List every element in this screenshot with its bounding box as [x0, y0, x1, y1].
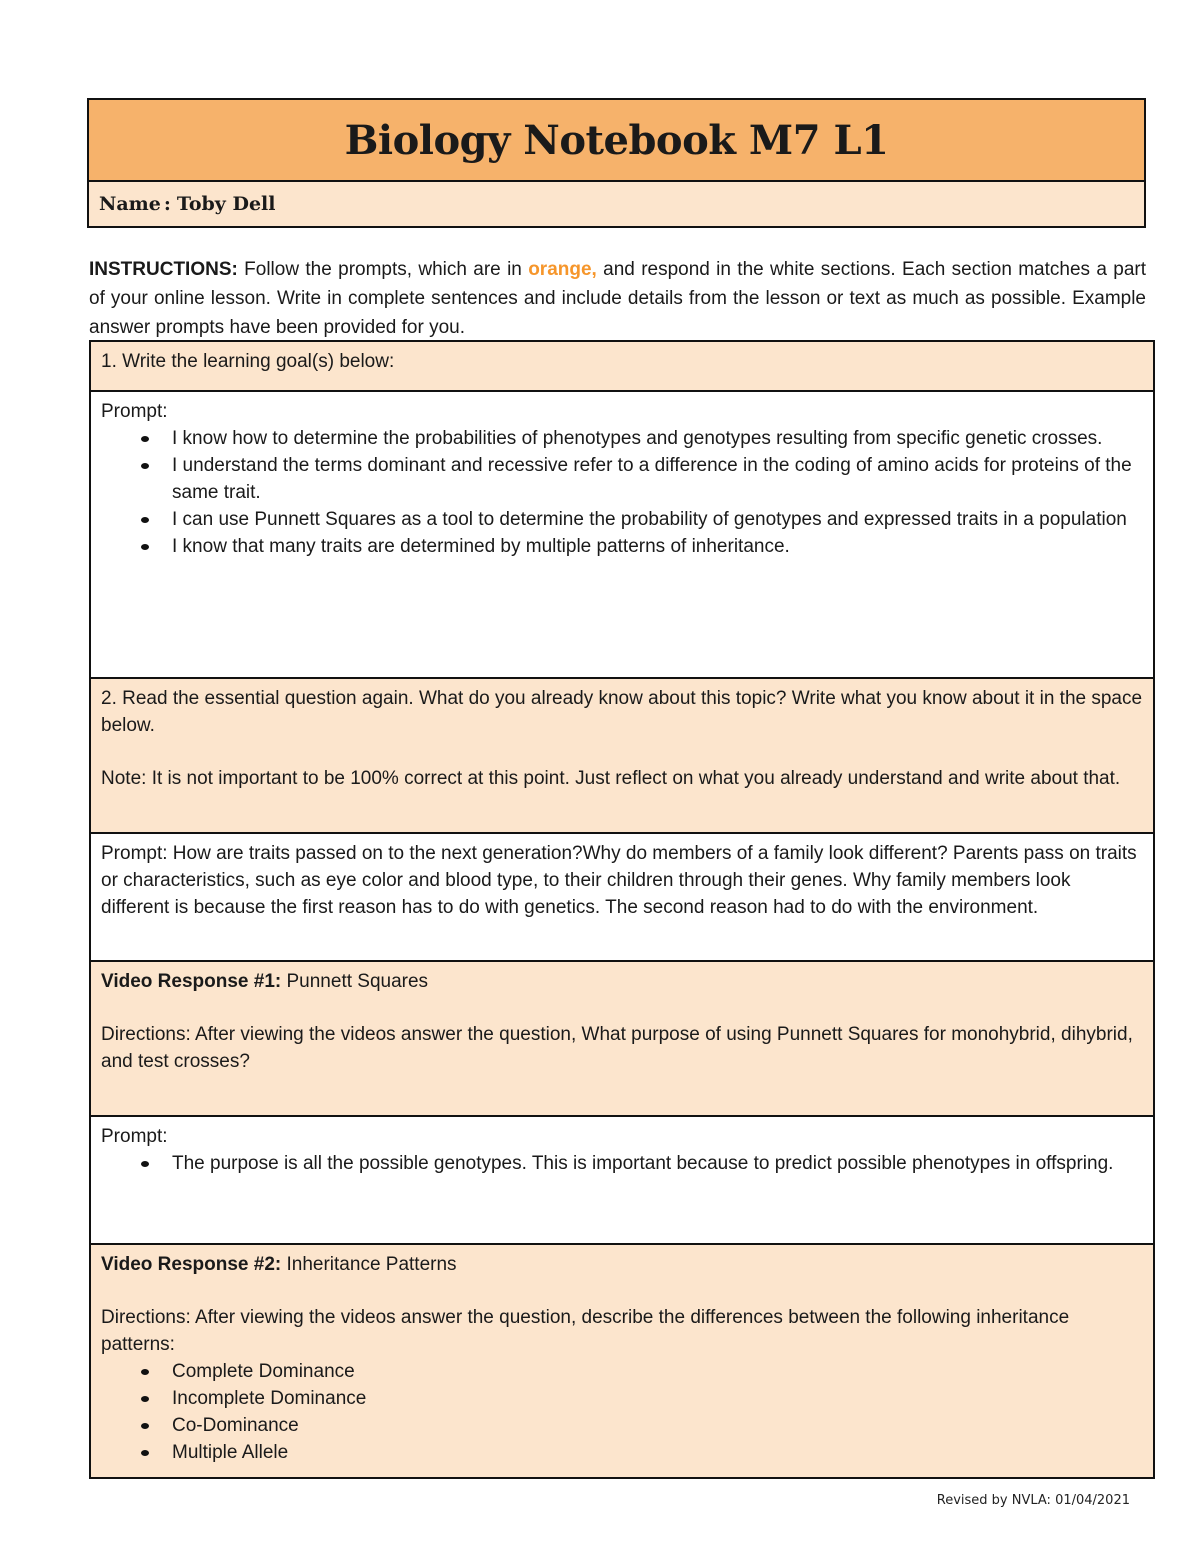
revision-footer: Revised by NVLA: 01/04/2021 — [936, 1493, 1130, 1508]
video1-answer-list — [101, 1150, 1143, 1177]
instructions-orange-word: orange, — [528, 259, 597, 280]
section2-note: Note: It is not important to be 100% correct at this point. Just reflect on what you already understand and write about that. — [101, 768, 1121, 789]
list-item: I know that many traits are determined by multiple patterns of inheritance. — [101, 533, 1143, 560]
list-item: Co-Dominance — [101, 1412, 1143, 1439]
section2-response-row[interactable] — [89, 834, 1155, 962]
section1-heading-row — [89, 340, 1155, 392]
video2-pattern-list — [101, 1358, 1143, 1466]
video1-directions: Directions: After viewing the videos answer the question, What purpose of using Punnett Squares for monohybrid, dihybrid, and test crosses? — [101, 1024, 1133, 1072]
instructions-label: INSTRUCTIONS: — [89, 259, 238, 280]
section1-goal-list — [101, 425, 1143, 560]
notebook-sections — [89, 340, 1155, 1479]
video2-directions: Directions: After viewing the videos answer the question, describe the differences between the following inheritance patterns: — [101, 1307, 1070, 1355]
video1-response-row[interactable] — [89, 1117, 1155, 1245]
video2-label: Video Response #2: — [101, 1254, 282, 1275]
section1-heading: 1. Write the learning goal(s) below: — [101, 351, 395, 372]
section2-heading: 2. Read the essential question again. What do you already know about this topic? Write what you know about it in the space below. — [101, 688, 1143, 736]
instructions-text-1: Follow the prompts, which are in — [237, 259, 529, 280]
list-item: Multiple Allele — [101, 1439, 1143, 1466]
list-item: I can use Punnett Squares as a tool to determine the probability of genotypes and expressed traits in a population — [101, 506, 1143, 533]
section1-response-row[interactable] — [89, 392, 1155, 679]
title-band — [89, 100, 1144, 182]
list-item: I understand the terms dominant and recessive refer to a difference in the coding of amino acids for proteins of the same trait. — [101, 452, 1143, 506]
video1-prompt-label: Prompt: — [101, 1126, 168, 1147]
list-item: Complete Dominance — [101, 1358, 1143, 1385]
section2-response: Prompt: How are traits passed on to the next generation?Why do members of a family look different? Parents pass on traits or characteristics, such as eye color and blood type, to their children through their genes. Why family members look different is because the first reason has to do with genetics. The second reason had to do with the environment. — [101, 843, 1137, 918]
section2-heading-row — [89, 679, 1155, 834]
instructions — [89, 255, 1146, 342]
list-item: The purpose is all the possible genotypes. This is important because to predict possible phenotypes in offspring. — [101, 1150, 1143, 1177]
video2-topic: Inheritance Patterns — [281, 1254, 457, 1275]
video1-heading-row — [89, 962, 1155, 1117]
name-row: Name : Toby Dell — [99, 193, 276, 215]
name-value: Toby Dell — [176, 193, 276, 215]
video2-heading-row — [89, 1245, 1155, 1479]
document-title: Biology Notebook M7 L1 — [344, 116, 889, 164]
header-box — [87, 98, 1146, 228]
name-band — [89, 182, 1144, 226]
video1-label: Video Response #1: — [101, 971, 282, 992]
list-item: Incomplete Dominance — [101, 1385, 1143, 1412]
list-item: I know how to determine the probabilities of phenotypes and genotypes resulting from specific genetic crosses. — [101, 425, 1143, 452]
name-label: Name — [99, 193, 161, 215]
video1-topic: Punnett Squares — [281, 971, 429, 992]
section1-prompt-label: Prompt: — [101, 401, 168, 422]
instructions-text-2: and respond in the white sections. Each section matches a part of your online lesson. Write in complete sentences and include details from the lesson or text as much as possible. Example answer prompts have been provided for you. — [89, 259, 1146, 338]
